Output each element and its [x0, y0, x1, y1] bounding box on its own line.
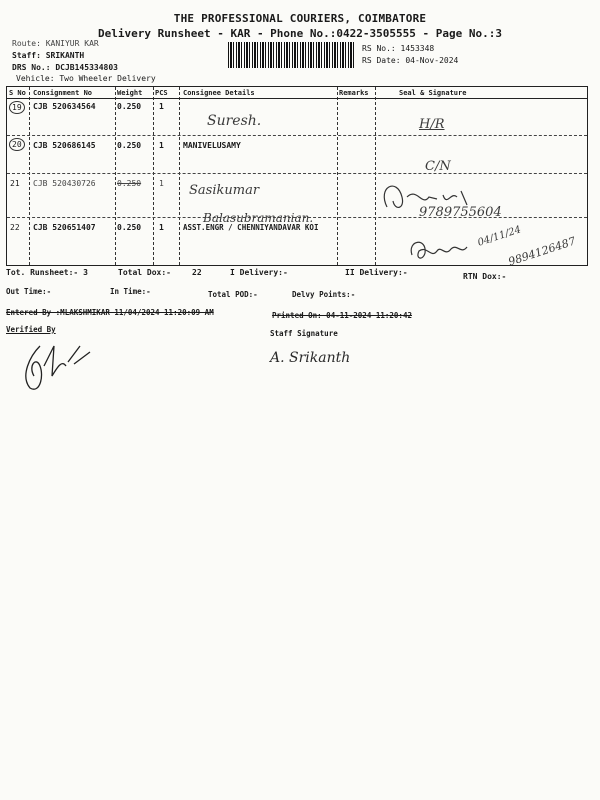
row-weight: 0.250	[117, 223, 142, 232]
drs-number: DRS No.: DCJB145334803	[12, 63, 118, 72]
runsheet-table	[6, 86, 588, 269]
barcode-image	[228, 42, 356, 68]
verified-by-label: Verified By	[6, 325, 56, 334]
runsheet-title: Delivery Runsheet - KAR - Phone No.:0422-3505555 - Page No.:3	[98, 27, 502, 40]
row-consignment: CJB 520686145	[33, 141, 96, 150]
handwritten-seal: C/N	[425, 159, 451, 174]
rs-number: RS No.: 1453348	[362, 44, 435, 53]
rs-date: RS Date: 04-Nov-2024	[362, 56, 459, 65]
handwritten-consignee-2: Balasubramanian.	[203, 211, 314, 225]
row-sno: 19	[9, 101, 25, 114]
signature-row21	[377, 177, 497, 217]
row-consignment: CJB 520634564	[33, 102, 96, 111]
row-sno: 21	[10, 179, 20, 188]
out-time-label: Out Time:-	[6, 287, 52, 296]
row-consignee: ASST.ENGR / CHENNIYANDAVAR KOI	[183, 223, 319, 232]
entered-by: Entered By :MLAKSHMIKAR 11/04/2024 11:20:09 AM	[6, 308, 214, 317]
col-header-pcs: PCS	[155, 89, 168, 97]
row-pcs: 1	[159, 179, 164, 188]
total-dox-value: 22	[192, 268, 202, 277]
row-pcs: 1	[159, 223, 164, 232]
row-sno: 22	[10, 223, 20, 232]
handwritten-seal: H/R	[419, 117, 445, 132]
company-title: THE PROFESSIONAL COURIERS, COIMBATORE	[173, 12, 427, 25]
handwritten-consignee: Sasikumar	[189, 183, 260, 198]
row-consignment: CJB 520651407	[33, 223, 96, 232]
printed-on: Printed On: 04-11-2024 11:20:42	[272, 311, 412, 320]
ii-delivery-label: II Delivery:-	[345, 268, 408, 277]
handwritten-phone: 9789755604	[419, 205, 502, 220]
row-weight: 0.250	[117, 179, 142, 188]
col-header-remarks: Remarks	[339, 89, 369, 97]
col-header-sno: S No	[9, 89, 26, 97]
col-header-seal: Seal & Signature	[399, 89, 467, 97]
staff-signature-handwritten: A. Srikanth	[270, 350, 351, 366]
col-header-consignee: Consignee Details	[183, 89, 255, 97]
i-delivery-label: I Delivery:-	[230, 268, 288, 277]
col-header-weight: Weight	[117, 89, 143, 97]
in-time-label: In Time:-	[110, 287, 151, 296]
row-pcs: 1	[159, 102, 164, 111]
delivery-points-label: Delvy Points:-	[292, 290, 356, 299]
total-runsheet: Tot. Runsheet:- 3	[6, 268, 88, 277]
col-header-consignment: Consignment No	[33, 89, 93, 97]
staff-signature-label: Staff Signature	[270, 329, 338, 338]
signature-row22	[407, 235, 487, 265]
route-label: Route: KANIYUR KAR	[12, 39, 99, 48]
verifier-signature	[10, 336, 100, 396]
row-consignee: MANIVELUSAMY	[183, 141, 241, 150]
rtn-dox-label: RTN Dox:-	[463, 272, 507, 281]
total-pod-label: Total POD:-	[208, 290, 258, 299]
staff-label: Staff: SRIKANTH	[12, 51, 85, 60]
row-pcs: 1	[159, 141, 164, 150]
row-weight: 0.250	[117, 102, 142, 111]
handwritten-date: 04/11/24	[476, 224, 523, 249]
handwritten-consignee: Suresh.	[207, 113, 262, 129]
total-dox-label: Total Dox:-	[118, 268, 171, 277]
handwritten-phone: 9894126487	[506, 234, 578, 269]
row-sno: 20	[9, 138, 25, 151]
row-consignment: CJB 520430726	[33, 179, 96, 188]
row-weight: 0.250	[117, 141, 142, 150]
vehicle-label: Vehicle: Two Wheeler Delivery	[16, 74, 156, 83]
